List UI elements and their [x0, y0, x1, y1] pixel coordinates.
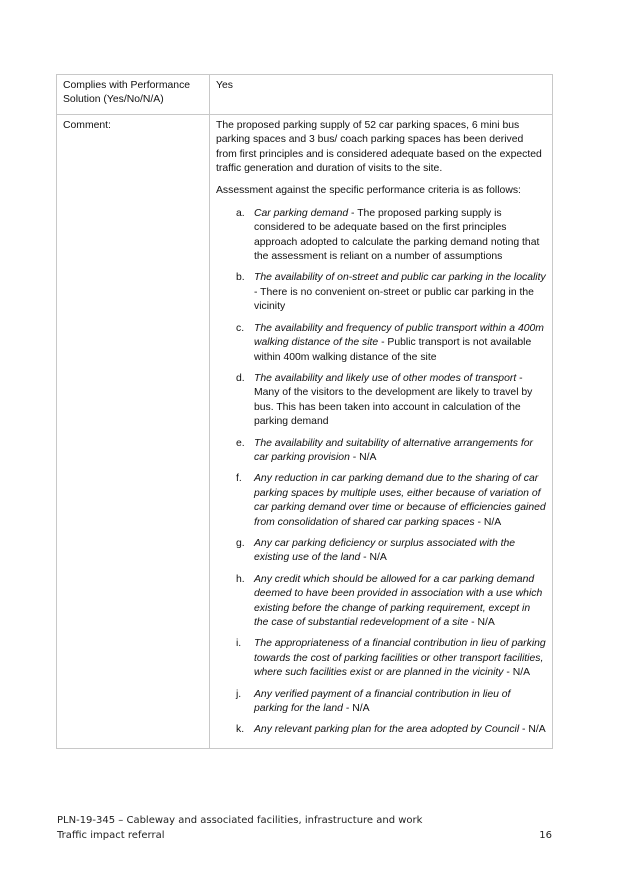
- footer-document-title: Traffic impact referral: [57, 830, 165, 841]
- footer-row: [57, 828, 552, 843]
- list-item: [216, 207, 546, 265]
- list-item: [216, 271, 546, 314]
- page-number: 16: [539, 830, 552, 841]
- table-row-comment: [57, 114, 553, 748]
- criterion-title: Car parking demand: [254, 207, 349, 219]
- criterion-title: Any credit which should be allowed for a car parking demand deemed to have been provided in association with a use which existing before the change of parking requirement, except in the case of substantial redevelopment of a site: [254, 573, 543, 628]
- criterion-title: Any reduction in car parking demand due to the sharing of car parking spaces by multiple uses, either because of variation of car parking demand over time or because of efficiencies gained from consolidation of shared car parking spaces: [254, 473, 546, 528]
- list-letter: a.: [236, 207, 245, 219]
- list-item: [216, 437, 546, 466]
- list-item: [216, 637, 546, 680]
- list-item: [216, 688, 546, 717]
- assessment-table: [56, 74, 553, 749]
- footer-reference: PLN-19-345 – Cableway and associated facilities, infrastructure and work: [57, 815, 423, 826]
- list-letter: c.: [236, 322, 245, 334]
- criterion-text: - N/A: [503, 667, 531, 679]
- comment-value: [210, 114, 553, 748]
- list-item: [216, 472, 546, 530]
- criterion-title: Any car parking deficiency or surplus associated with the existing use of the land: [254, 537, 516, 564]
- list-item: [216, 537, 546, 566]
- comment-paragraph: The proposed parking supply of 52 car parking spaces, 6 mini bus parking spaces and 3 bus/ coach parking spaces has been derived from first principles and is considered adequate based on the expected traffic generation and duration of visits to the site.: [216, 119, 542, 175]
- criterion-title: The availability and frequency of public transport within a 400m walking distance of the site: [254, 322, 544, 349]
- criterion-title: The appropriateness of a financial contribution in lieu of parking towards the cost of parking facilities or other transport facilities, where such facilities exist or are planned in the vicinity: [254, 638, 546, 679]
- list-letter: k.: [236, 724, 245, 736]
- table-row-complies: [57, 75, 553, 115]
- criterion-text: - The proposed parking supply is considered to be adequate based on the first principles approach adopted to calculate the parking demand noting that the assessment is reliant on a number of assumptions: [254, 207, 540, 263]
- complies-value: Yes: [210, 75, 553, 115]
- list-letter: d.: [236, 372, 245, 384]
- list-item: [216, 573, 546, 631]
- criterion-title: The availability of on-street and public car parking in the locality: [254, 272, 546, 284]
- list-letter: b.: [236, 272, 245, 284]
- list-item: [216, 372, 546, 430]
- criterion-text: - N/A: [474, 516, 502, 528]
- criterion-title: Any relevant parking plan for the area adopted by Council: [254, 724, 520, 736]
- comment-label: Comment:: [57, 114, 210, 748]
- criterion-text: - Many of the visitors to the development are likely to travel by bus. This has been taken into account in calculation of the parking demand: [254, 372, 533, 428]
- criterion-text: - Public transport is not available within 400m walking distance of the site: [254, 337, 532, 363]
- criterion-title: Any verified payment of a financial contribution in lieu of parking for the land: [254, 688, 511, 715]
- comment-paragraph: Assessment against the specific performance criteria is as follows:: [216, 185, 521, 197]
- list-letter: f.: [236, 473, 242, 485]
- criterion-title: The availability and likely use of other modes of transport: [254, 372, 517, 384]
- criterion-text: - N/A: [468, 617, 495, 628]
- criterion-text: - N/A: [360, 552, 387, 564]
- complies-label: Complies with Performance Solution (Yes/No/N/A): [57, 75, 210, 115]
- list-letter: h.: [236, 573, 245, 585]
- criterion-text: - N/A: [349, 451, 377, 463]
- list-letter: g.: [236, 537, 245, 549]
- list-item: [216, 322, 546, 365]
- list-letter: j.: [236, 688, 242, 700]
- page-footer: [57, 813, 552, 843]
- criteria-list: [216, 207, 546, 738]
- list-letter: i.: [236, 638, 242, 650]
- criterion-title: The availability and suitability of alternative arrangements for car parking provision: [254, 437, 533, 463]
- list-item: [216, 723, 546, 737]
- criterion-text: - N/A: [519, 724, 546, 736]
- criterion-text: - N/A: [342, 703, 370, 715]
- criterion-text: - There is no convenient on-street or public car parking in the vicinity: [254, 286, 534, 313]
- list-letter: e.: [236, 437, 245, 449]
